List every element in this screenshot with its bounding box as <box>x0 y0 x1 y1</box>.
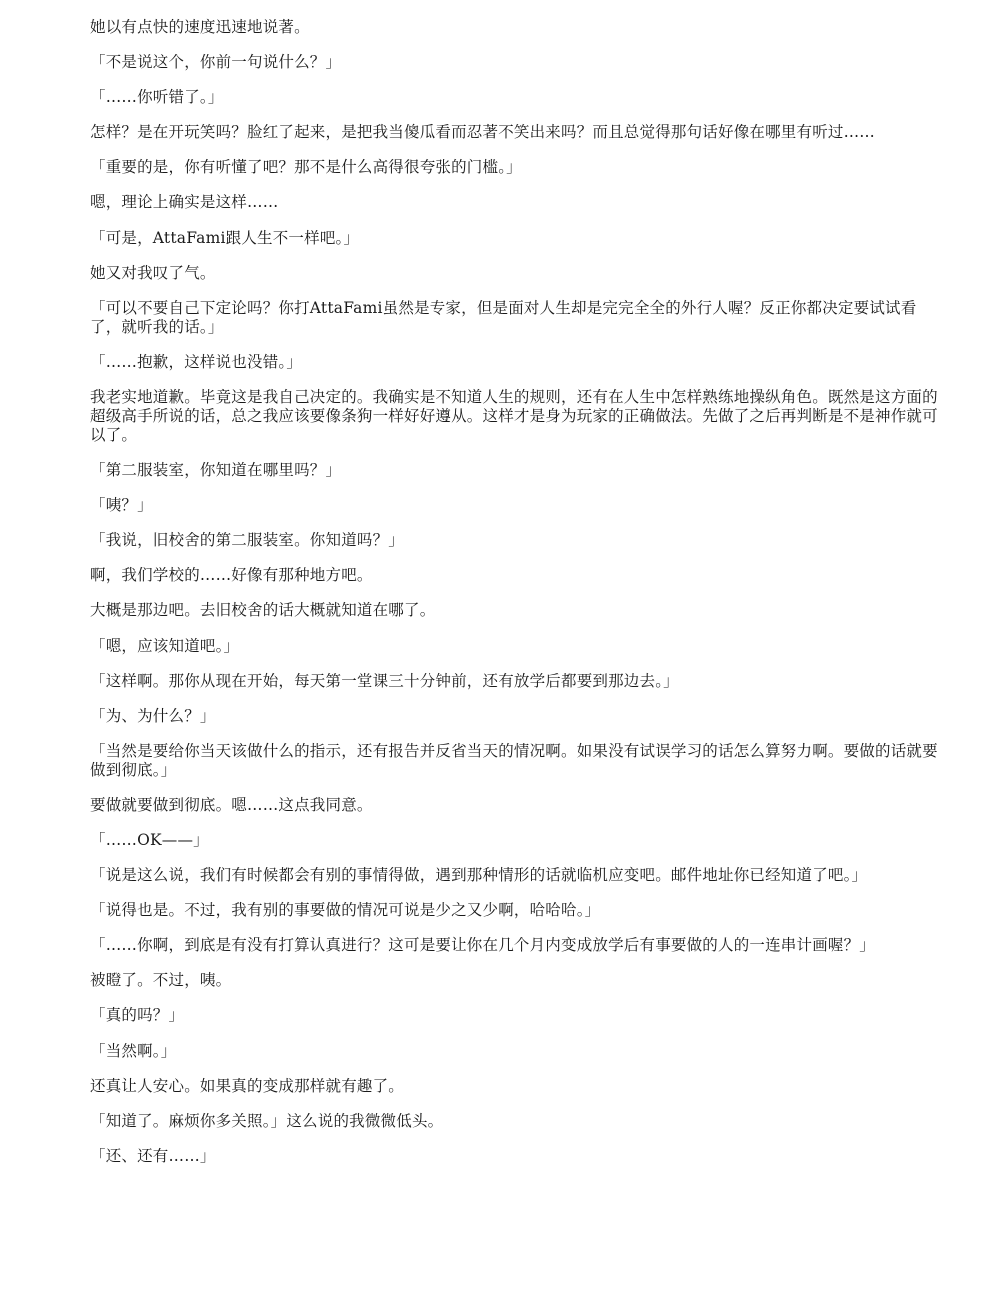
paragraph: 「……OK——」 <box>90 830 209 849</box>
paragraph: 「可以不要自己下定论吗？你打AttaFami虽然是专家，但是面对人生却是完完全全的外行人喔？反正你都决定要试试看了，就听我的话。」 <box>90 298 917 336</box>
paragraph: 「当然啊。」 <box>90 1041 177 1060</box>
paragraph: 「知道了。麻烦你多关照。」这么说的我微微低头。 <box>90 1111 444 1130</box>
paragraph: 「……你听错了。」 <box>90 88 224 107</box>
paragraph: 「……抱歉，这样说也没错。」 <box>90 352 303 371</box>
paragraph: 「不是说这个，你前一句说什么？」 <box>90 53 342 72</box>
paragraph: 「为、为什么？」 <box>90 706 216 725</box>
paragraph: 「……你啊，到底是有没有打算认真进行？这可是要让你在几个月内变成放学后有事要做的人的一连串计画喔？」 <box>90 936 876 955</box>
paragraph: 「我说，旧校舍的第二服装室。你知道吗？」 <box>90 531 405 550</box>
paragraph: 大概是那边吧。去旧校舍的话大概就知道在哪了。 <box>90 601 436 620</box>
paragraph: 还真让人安心。如果真的变成那样就有趣了。 <box>90 1076 405 1095</box>
paragraph: 「咦？」 <box>90 496 153 515</box>
paragraph: 「当然是要给你当天该做什么的指示，还有报告并反省当天的情况啊。如果没有试误学习的话怎么算努力啊。要做的话就要做到彻底。」 <box>90 741 938 779</box>
paragraph: 啊，我们学校的……好像有那种地方吧。 <box>90 566 373 585</box>
paragraph: 「说得也是。不过，我有别的事要做的情况可说是少之又少啊，哈哈哈。」 <box>90 901 601 920</box>
paragraph: 「还、还有……」 <box>90 1146 216 1165</box>
paragraph: 「说是这么说，我们有时候都会有别的事情得做，遇到那种情形的话就临机应变吧。邮件地址你已经知道了吧。」 <box>90 866 868 885</box>
paragraph: 要做就要做到彻底。嗯……这点我同意。 <box>90 795 373 814</box>
paragraph: 「重要的是，你有听懂了吧？那不是什么高得很夸张的门槛。」 <box>90 158 522 177</box>
paragraph: 「真的吗？」 <box>90 1006 185 1025</box>
paragraph: 「嗯，应该知道吧。」 <box>90 636 240 655</box>
paragraph: 她又对我叹了气。 <box>90 263 216 282</box>
paragraph: 我老实地道歉。毕竟这是我自己决定的。我确实是不知道人生的规则，还有在人生中怎样熟练地操纵角色。既然是这方面的超级高手所说的话，总之我应该要像条狗一样好好遵从。这样才是身为玩家的正确做法。先做了之后再判断是不是神作就可以了。 <box>90 387 938 444</box>
paragraph: 嗯，理论上确实是这样…… <box>90 193 279 212</box>
paragraph: 怎样？是在开玩笑吗？脸红了起来，是把我当傻瓜看而忍著不笑出来吗？而且总觉得那句话好像在哪里有听过…… <box>90 123 876 142</box>
paragraph: 「第二服装室，你知道在哪里吗？」 <box>90 461 342 480</box>
paragraph: 她以有点快的速度迅速地说著。 <box>90 18 310 36</box>
paragraph: 「这样啊。那你从现在开始，每天第一堂课三十分钟前，还有放学后都要到那边去。」 <box>90 671 679 690</box>
paragraph: 被瞪了。不过，咦。 <box>90 971 232 990</box>
paragraph: 「可是，AttaFami跟人生不一样吧。」 <box>90 228 360 247</box>
